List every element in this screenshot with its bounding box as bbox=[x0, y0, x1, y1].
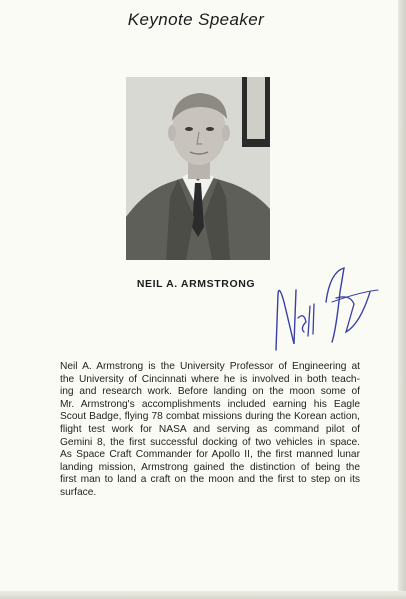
bio-line: surface. bbox=[60, 486, 97, 498]
page-edge-bottom bbox=[0, 591, 406, 599]
bio-line: the University of Cincinnati where he is involved in both teach- bbox=[60, 373, 360, 385]
bio-line: Neil A. Armstrong is the University Professor of Engineering at bbox=[60, 361, 360, 372]
portrait-photo-icon bbox=[126, 77, 270, 260]
page-heading: Keynote Speaker bbox=[127, 10, 265, 29]
bio-line: flight test work for NASA and serving as command pilot of bbox=[60, 423, 360, 435]
bio-line: landing mission, Armstrong gained the distinction of being the bbox=[60, 461, 360, 473]
speaker-name: NEIL A. ARMSTRONG bbox=[136, 278, 256, 290]
bio-line: Gemini 8, the first successful docking of two vehicles in space. bbox=[60, 436, 360, 448]
speaker-biography bbox=[60, 361, 360, 500]
page-edge-right bbox=[398, 0, 406, 599]
handwritten-signature-icon bbox=[270, 232, 380, 362]
bio-line: Mr. Armstrong's accomplishments included earning his Eagle bbox=[60, 398, 360, 410]
speaker-portrait-photo bbox=[126, 77, 270, 260]
bio-line: first man to land a craft on the moon and the first to step on its bbox=[60, 474, 360, 486]
bio-line: Scout Badge, flying 78 combat missions during the Korean action, bbox=[60, 411, 360, 423]
bio-line: As Space Craft Commander for Apollo II, the first manned lunar bbox=[60, 449, 360, 461]
bio-line: ing and research work. Before landing on the moon some of bbox=[60, 386, 360, 398]
